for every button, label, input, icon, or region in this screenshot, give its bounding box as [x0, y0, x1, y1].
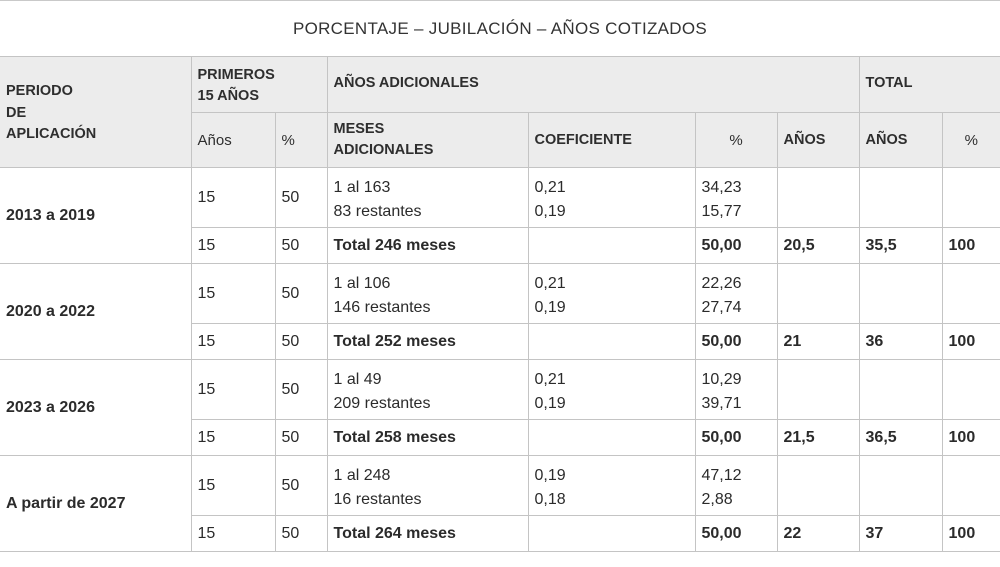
header-row-1 [0, 57, 1000, 113]
cell-pct: 50 [275, 420, 327, 456]
cell-anos-adicional [777, 168, 859, 228]
header-periodo [0, 57, 191, 168]
header-pct-total: % [942, 113, 1000, 168]
table-row [0, 360, 1000, 420]
cell-anos-total: 36 [859, 324, 942, 360]
header-meses [327, 113, 528, 168]
cell-pct-total [942, 264, 1000, 324]
header-primeros-line2: 15 AÑOS [197, 88, 260, 104]
cell-anos-total: 35,5 [859, 228, 942, 264]
cell-pct-ad-line1: 34,23 [701, 179, 742, 196]
cell-anos-total [859, 456, 942, 516]
cell-coef [528, 228, 695, 264]
cell-anos-adicional: 21 [777, 324, 859, 360]
cell-coef-line2: 0,19 [534, 299, 566, 316]
period-cell: 2020 a 2022 [0, 264, 191, 360]
header-primeros [191, 57, 327, 113]
cell-total-meses: Total 252 meses [327, 324, 528, 360]
cell-coef-line2: 0,18 [534, 491, 566, 508]
cell-meses-line2: 16 restantes [333, 491, 422, 508]
cell-pct: 50 [275, 456, 327, 516]
cell-pct-adicional: 50,00 [695, 228, 777, 264]
cell-meses [327, 360, 528, 420]
period-cell: 2023 a 2026 [0, 360, 191, 456]
cell-coef [528, 516, 695, 552]
cell-pct-total [942, 456, 1000, 516]
cell-pct-ad-line1: 22,26 [701, 275, 742, 292]
cell-pct: 50 [275, 264, 327, 324]
cell-anos-adicional: 22 [777, 516, 859, 552]
cell-pct-ad-line2: 2,88 [701, 491, 733, 508]
cell-pct-total: 100 [942, 516, 1000, 552]
cell-meses-line1: 1 al 106 [333, 275, 391, 292]
header-meses-line2: ADICIONALES [333, 142, 434, 158]
header-primeros-line1: PRIMEROS [197, 67, 275, 83]
cell-anos: 15 [191, 168, 275, 228]
cell-pct-total: 100 [942, 228, 1000, 264]
cell-pct: 50 [275, 324, 327, 360]
cell-anos-total: 36,5 [859, 420, 942, 456]
cell-pct-total [942, 360, 1000, 420]
period-cell: A partir de 2027 [0, 456, 191, 552]
cell-coef-line1: 0,21 [534, 179, 566, 196]
cell-coef-line2: 0,19 [534, 203, 566, 220]
cell-pct-total: 100 [942, 420, 1000, 456]
cell-pct-adicional: 50,00 [695, 516, 777, 552]
cell-meses-line1: 1 al 163 [333, 179, 391, 196]
cell-anos-total: 37 [859, 516, 942, 552]
cell-meses-line2: 83 restantes [333, 203, 422, 220]
cell-anos-adicional [777, 360, 859, 420]
cell-meses [327, 168, 528, 228]
cell-anos: 15 [191, 516, 275, 552]
cell-anos-total [859, 360, 942, 420]
cell-coef-line1: 0,21 [534, 275, 566, 292]
cell-anos: 15 [191, 228, 275, 264]
header-anos: Años [191, 113, 275, 168]
table-row [0, 264, 1000, 324]
cell-pct: 50 [275, 360, 327, 420]
cell-pct: 50 [275, 168, 327, 228]
cell-pct: 50 [275, 228, 327, 264]
cell-coef-line2: 0,19 [534, 395, 566, 412]
cell-anos-adicional: 21,5 [777, 420, 859, 456]
cell-pct: 50 [275, 516, 327, 552]
cell-anos: 15 [191, 456, 275, 516]
cell-pct-ad-line1: 10,29 [701, 371, 742, 388]
cell-anos-adicional [777, 264, 859, 324]
cell-coef [528, 324, 695, 360]
cell-pct-total [942, 168, 1000, 228]
cell-coef [528, 168, 695, 228]
cell-meses [327, 264, 528, 324]
cell-pct-adicional [695, 456, 777, 516]
cell-coef-line1: 0,21 [534, 371, 566, 388]
table-title: PORCENTAJE – JUBILACIÓN – AÑOS COTIZADOS [0, 0, 1000, 56]
cell-meses-line2: 209 restantes [333, 395, 431, 412]
header-total: TOTAL [859, 57, 1000, 113]
header-pct: % [275, 113, 327, 168]
cell-total-meses: Total 258 meses [327, 420, 528, 456]
cell-anos-total [859, 264, 942, 324]
cell-pct-adicional: 50,00 [695, 420, 777, 456]
cell-meses-line2: 146 restantes [333, 299, 431, 316]
cell-meses-line1: 1 al 248 [333, 467, 391, 484]
cell-total-meses: Total 264 meses [327, 516, 528, 552]
header-coeficiente: COEFICIENTE [528, 113, 695, 168]
cell-pct-adicional: 50,00 [695, 324, 777, 360]
table-row [0, 168, 1000, 228]
header-anos-total: AÑOS [859, 113, 942, 168]
cell-pct-ad-line1: 47,12 [701, 467, 742, 484]
header-periodo-line3: APLICACIÓN [6, 126, 97, 142]
cell-pct-adicional [695, 360, 777, 420]
cell-anos: 15 [191, 360, 275, 420]
cell-pct-ad-line2: 27,74 [701, 299, 742, 316]
header-periodo-line2: DE [6, 105, 27, 121]
pension-table [0, 56, 1000, 552]
cell-anos: 15 [191, 264, 275, 324]
cell-meses-line1: 1 al 49 [333, 371, 382, 388]
cell-meses [327, 456, 528, 516]
table-row [0, 456, 1000, 516]
cell-anos-adicional [777, 456, 859, 516]
cell-anos: 15 [191, 324, 275, 360]
cell-pct-adicional [695, 264, 777, 324]
table-body [0, 168, 1000, 552]
header-meses-line1: MESES [333, 121, 385, 137]
cell-coef [528, 264, 695, 324]
header-pct-adicional: % [695, 113, 777, 168]
cell-pct-ad-line2: 15,77 [701, 203, 742, 220]
cell-pct-ad-line2: 39,71 [701, 395, 742, 412]
cell-total-meses: Total 246 meses [327, 228, 528, 264]
cell-pct-total: 100 [942, 324, 1000, 360]
header-anos-adicional: AÑOS [777, 113, 859, 168]
header-adicionales: AÑOS ADICIONALES [327, 57, 859, 113]
cell-coef [528, 456, 695, 516]
period-cell: 2013 a 2019 [0, 168, 191, 264]
cell-coef [528, 420, 695, 456]
cell-anos-total [859, 168, 942, 228]
cell-coef [528, 360, 695, 420]
cell-coef-line1: 0,19 [534, 467, 566, 484]
cell-pct-adicional [695, 168, 777, 228]
cell-anos: 15 [191, 420, 275, 456]
cell-anos-adicional: 20,5 [777, 228, 859, 264]
header-periodo-line1: PERIODO [6, 83, 73, 99]
